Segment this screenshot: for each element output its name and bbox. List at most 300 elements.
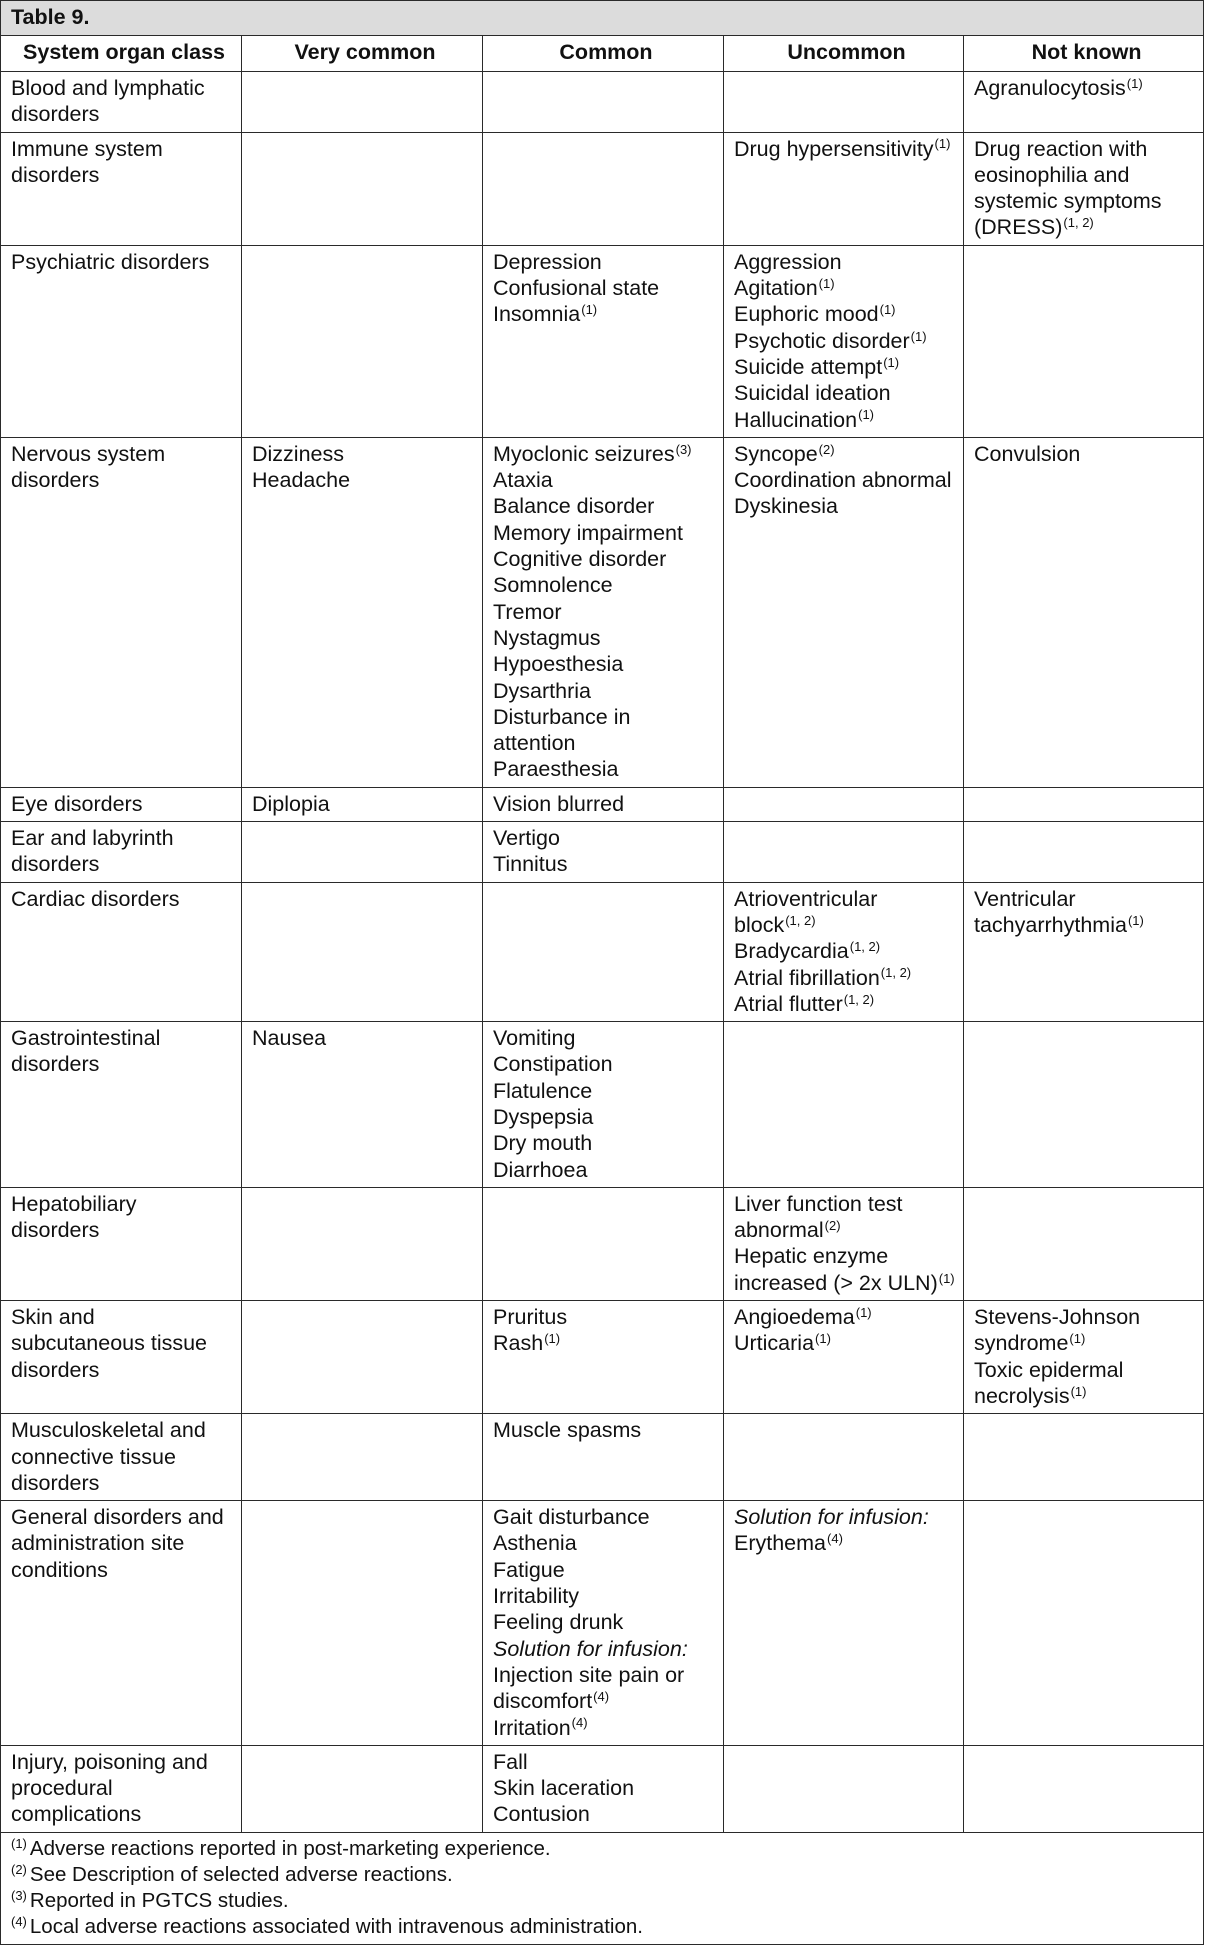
uncommon-cell (724, 1022, 964, 1188)
table-row (1, 132, 1204, 245)
common-cell (483, 132, 724, 245)
reaction-entry (734, 1530, 959, 1556)
not-known-cell (964, 72, 1204, 133)
not-known-cell (964, 1022, 1204, 1188)
reaction-entry (493, 1688, 719, 1714)
reaction-text: Cognitive disorder (493, 547, 667, 572)
reaction-text: Drug hypersensitivity (734, 136, 934, 161)
reaction-text: Injection site pain or (493, 1662, 685, 1687)
not-known-cell (964, 882, 1204, 1021)
reaction-entry (252, 791, 478, 817)
system-organ-class-cell (1, 1187, 242, 1300)
reaction-text: block (734, 912, 785, 937)
table-row (1, 245, 1204, 437)
reaction-entry (974, 188, 1199, 214)
reaction-entry (734, 1217, 959, 1243)
soc-line: disorders (11, 1218, 100, 1243)
footnote-reference: (1) (581, 302, 598, 318)
reaction-text: (DRESS) (974, 215, 1063, 240)
reaction-entry (734, 938, 959, 964)
reaction-text: Hallucination (734, 407, 858, 432)
system-organ-class-cell (1, 822, 242, 883)
reaction-entry (734, 965, 959, 991)
footnote (11, 1862, 1199, 1888)
footnote-reference: (1) (938, 1270, 955, 1286)
reaction-text: Ventricular (974, 886, 1076, 911)
footnote-reference: (1, 2) (843, 991, 875, 1007)
reaction-text: Atrioventricular (734, 886, 878, 911)
reaction-entry (974, 136, 1199, 162)
very-common-cell (242, 245, 483, 437)
reaction-entry (493, 1801, 719, 1827)
reaction-text: Vertigo (493, 826, 560, 851)
soc-line: disorders (11, 1052, 100, 1077)
reaction-text: Tremor (493, 599, 562, 624)
uncommon-cell (724, 1187, 964, 1300)
reaction-entry (493, 1051, 719, 1077)
reaction-text: Depression (493, 249, 602, 274)
footnote-text: See Description of selected adverse reactions. (29, 1862, 453, 1886)
reaction-text: attention (493, 731, 576, 756)
reaction-text: Tinnitus (493, 852, 568, 877)
header-row (1, 36, 1204, 72)
reaction-entry (493, 651, 719, 677)
soc-line: Ear and labyrinth (11, 826, 174, 851)
reaction-text: Pruritus (493, 1305, 568, 1330)
reaction-entry (734, 493, 959, 519)
reaction-text: Memory impairment (493, 520, 683, 545)
soc-line: Skin and (11, 1305, 95, 1330)
reaction-entry (252, 467, 478, 493)
common-cell (483, 245, 724, 437)
reaction-entry (493, 572, 719, 598)
reaction-text: Vision blurred (493, 791, 625, 816)
reaction-text: Bradycardia (734, 939, 849, 964)
table-row (1, 437, 1204, 787)
reaction-text: Vomiting (493, 1026, 576, 1051)
reaction-entry (974, 1304, 1199, 1330)
reaction-text: Flatulence (493, 1078, 593, 1103)
reaction-text: increased (> 2x ULN) (734, 1270, 938, 1295)
reaction-text: Dizziness (252, 441, 344, 466)
system-organ-class-cell (1, 1414, 242, 1501)
not-known-cell (964, 132, 1204, 245)
soc-line: disorders (11, 1470, 100, 1495)
common-cell (483, 1414, 724, 1501)
uncommon-cell (724, 787, 964, 821)
reaction-entry (493, 1104, 719, 1130)
reaction-text: syndrome (974, 1331, 1069, 1356)
reaction-entry (493, 1530, 719, 1556)
reaction-text: Somnolence (493, 573, 613, 598)
reaction-entry (252, 1025, 478, 1051)
very-common-cell (242, 1022, 483, 1188)
reaction-text: Hepatic enzyme (734, 1244, 889, 1269)
soc-line: disorders (11, 1357, 100, 1382)
footnote-reference: (1) (1069, 1331, 1086, 1347)
soc-line: disorders (11, 162, 100, 187)
reaction-text: Constipation (493, 1052, 613, 1077)
footnote-reference: (1) (858, 407, 874, 423)
reaction-entry (493, 1775, 719, 1801)
reaction-entry (974, 214, 1199, 240)
reaction-entry (734, 991, 959, 1017)
common-cell (483, 1301, 724, 1414)
caption-row (1, 1, 1204, 36)
common-cell (483, 822, 724, 883)
system-organ-class-cell (1, 1745, 242, 1832)
footnote-reference: (1) (815, 1331, 831, 1347)
very-common-cell (242, 1501, 483, 1746)
reaction-text: Nystagmus (493, 625, 601, 650)
footnotes-row (1, 1832, 1204, 1944)
reaction-entry (252, 441, 478, 467)
footnote-reference: (4) (827, 1531, 843, 1547)
table-row (1, 1301, 1204, 1414)
reaction-entry (974, 75, 1199, 101)
soc-line: Cardiac disorders (11, 886, 180, 911)
reaction-entry (493, 546, 719, 572)
footnote-reference: (1) (1127, 912, 1144, 928)
soc-line: subcutaneous tissue (11, 1331, 208, 1356)
not-known-cell (964, 787, 1204, 821)
reaction-text: Ataxia (493, 468, 553, 493)
reaction-text: Toxic epidermal (974, 1357, 1124, 1382)
header-common: Common (483, 36, 724, 72)
footnote-mark: (4) (11, 1913, 27, 1929)
reaction-entry (734, 1504, 959, 1530)
uncommon-cell (724, 822, 964, 883)
reaction-entry (734, 407, 959, 433)
soc-line: Blood and lymphatic (11, 76, 205, 100)
soc-line: Musculoskeletal and (11, 1418, 206, 1443)
reaction-text: Irritability (493, 1584, 580, 1609)
system-organ-class-cell (1, 72, 242, 133)
table-row (1, 1187, 1204, 1300)
reaction-entry (974, 886, 1199, 912)
reaction-text: Psychotic disorder (734, 328, 910, 353)
footnote-reference: (1) (1126, 75, 1143, 91)
common-cell (483, 72, 724, 133)
reaction-text: Dysarthria (493, 678, 591, 703)
reaction-text: Erythema (734, 1531, 827, 1556)
header-not-known: Not known (964, 36, 1204, 72)
reaction-entry (974, 1357, 1199, 1383)
table-caption: Table 9. (1, 1, 1204, 36)
reaction-text: Stevens-Johnson (974, 1305, 1141, 1330)
reaction-entry (493, 730, 719, 756)
reaction-text: systemic symptoms (974, 189, 1162, 214)
common-cell (483, 787, 724, 821)
reaction-entry (493, 599, 719, 625)
common-cell (483, 1745, 724, 1832)
reaction-entry (493, 1504, 719, 1530)
reaction-text: Suicide attempt (734, 354, 883, 379)
reaction-text: Asthenia (493, 1531, 577, 1556)
very-common-cell (242, 787, 483, 821)
footnote-reference: (1) (855, 1304, 872, 1320)
reaction-text: Confusional state (493, 276, 660, 301)
footnote-reference: (3) (675, 441, 692, 457)
soc-line: disorders (11, 102, 100, 127)
reaction-text: Diplopia (252, 791, 330, 816)
footnote-reference: (1, 2) (849, 939, 881, 955)
reaction-entry (734, 275, 959, 301)
reaction-entry (493, 1609, 719, 1635)
reaction-entry (734, 1270, 959, 1296)
system-organ-class-cell (1, 1501, 242, 1746)
reaction-text: Rash (493, 1331, 544, 1356)
not-known-cell (964, 1745, 1204, 1832)
footnotes-cell (1, 1832, 1204, 1944)
reaction-entry (734, 1191, 959, 1217)
not-known-cell (964, 437, 1204, 787)
reaction-text: Balance disorder (493, 494, 655, 519)
system-organ-class-cell (1, 245, 242, 437)
reaction-entry (493, 467, 719, 493)
reaction-text: Diarrhoea (493, 1157, 588, 1182)
not-known-cell (964, 245, 1204, 437)
system-organ-class-cell (1, 437, 242, 787)
reaction-text: eosinophilia and (974, 162, 1130, 187)
soc-line: administration site (11, 1531, 185, 1556)
reaction-entry (493, 301, 719, 327)
reaction-entry (493, 249, 719, 275)
table-row (1, 1501, 1204, 1746)
reaction-text: Nausea (252, 1026, 327, 1051)
reaction-text: Solution for infusion: (493, 1636, 688, 1661)
soc-line: Immune system (11, 136, 163, 161)
reaction-entry (493, 520, 719, 546)
reaction-entry (734, 354, 959, 380)
system-organ-class-cell (1, 132, 242, 245)
table-row (1, 882, 1204, 1021)
not-known-cell (964, 1187, 1204, 1300)
common-cell (483, 437, 724, 787)
reaction-entry (734, 886, 959, 912)
header-system-organ-class: System organ class (1, 36, 242, 72)
reaction-text: Dyspepsia (493, 1104, 594, 1129)
footnote-reference: (1, 2) (880, 965, 912, 981)
reaction-text: Drug reaction with (974, 136, 1148, 161)
reaction-entry (734, 1243, 959, 1269)
uncommon-cell (724, 1301, 964, 1414)
reaction-text: Muscle spasms (493, 1418, 642, 1443)
system-organ-class-cell (1, 1022, 242, 1188)
reaction-text: Paraesthesia (493, 757, 619, 782)
soc-line: Hepatobiliary (11, 1191, 137, 1216)
reaction-text: Insomnia (493, 302, 581, 327)
very-common-cell (242, 132, 483, 245)
reaction-entry (734, 380, 959, 406)
reaction-entry (734, 467, 959, 493)
footnote-reference: (4) (593, 1689, 610, 1705)
reaction-text: Solution for infusion: (734, 1505, 929, 1530)
reaction-text: Euphoric mood (734, 302, 879, 327)
reaction-text: Dry mouth (493, 1131, 593, 1156)
reaction-text: Coordination abnormal (734, 468, 952, 493)
reaction-text: Fall (493, 1749, 528, 1774)
uncommon-cell (724, 882, 964, 1021)
reaction-entry (493, 1130, 719, 1156)
reaction-entry (734, 328, 959, 354)
reaction-entry (974, 162, 1199, 188)
footnote-reference: (1) (883, 354, 900, 370)
reaction-entry (493, 1715, 719, 1741)
header-very-common: Very common (242, 36, 483, 72)
footnote-reference: (1) (818, 275, 835, 291)
reaction-text: Hypoesthesia (493, 652, 624, 677)
footnote-reference: (2) (824, 1218, 841, 1234)
reaction-entry (493, 1157, 719, 1183)
very-common-cell (242, 1414, 483, 1501)
soc-line: procedural (11, 1776, 113, 1801)
reaction-text: Atrial flutter (734, 991, 843, 1016)
footnote-reference: (1) (879, 302, 896, 318)
reaction-entry (493, 851, 719, 877)
not-known-cell (964, 1414, 1204, 1501)
reaction-text: Fatigue (493, 1557, 565, 1582)
very-common-cell (242, 882, 483, 1021)
reaction-entry (493, 441, 719, 467)
uncommon-cell (724, 1414, 964, 1501)
soc-line: complications (11, 1802, 142, 1827)
very-common-cell (242, 1745, 483, 1832)
footnote-reference: (2) (818, 441, 835, 457)
footnote-mark: (1) (11, 1835, 27, 1851)
reaction-entry (493, 1025, 719, 1051)
footnote-mark: (2) (11, 1861, 27, 1877)
common-cell (483, 1501, 724, 1746)
reaction-text: Aggression (734, 249, 842, 274)
footnote-reference: (1) (1070, 1383, 1087, 1399)
uncommon-cell (724, 132, 964, 245)
footnote-text: Adverse reactions reported in post-marketing experience. (29, 1836, 551, 1860)
reaction-text: abnormal (734, 1218, 824, 1243)
reaction-text: Headache (252, 468, 351, 493)
reaction-entry (493, 625, 719, 651)
reaction-text: Liver function test (734, 1191, 903, 1216)
very-common-cell (242, 822, 483, 883)
reaction-entry (974, 912, 1199, 938)
reaction-entry (493, 756, 719, 782)
system-organ-class-cell (1, 882, 242, 1021)
soc-line: General disorders and (11, 1505, 224, 1530)
reaction-entry (493, 1078, 719, 1104)
reaction-entry (493, 1417, 719, 1443)
reaction-entry (493, 678, 719, 704)
table-row (1, 72, 1204, 133)
reaction-text: Disturbance in (493, 704, 631, 729)
very-common-cell (242, 1301, 483, 1414)
reaction-text: necrolysis (974, 1383, 1070, 1408)
not-known-cell (964, 1301, 1204, 1414)
reaction-entry (493, 1662, 719, 1688)
reaction-text: Contusion (493, 1802, 590, 1827)
reaction-entry (493, 1304, 719, 1330)
table-row (1, 822, 1204, 883)
soc-line: disorders (11, 468, 100, 493)
footnote-text: Local adverse reactions associated with intravenous administration. (29, 1914, 643, 1938)
reaction-text: Irritation (493, 1715, 571, 1740)
footnote-reference: (1) (544, 1331, 561, 1347)
reaction-text: Syncope (734, 441, 818, 466)
footnote-reference: (4) (571, 1715, 588, 1731)
reaction-text: tachyarrhythmia (974, 912, 1127, 937)
reaction-entry (493, 1583, 719, 1609)
soc-line: disorders (11, 852, 100, 877)
footnote-text: Reported in PGTCS studies. (29, 1888, 289, 1912)
reaction-entry (734, 136, 959, 162)
soc-line: Gastrointestinal (11, 1026, 161, 1051)
reaction-entry (734, 301, 959, 327)
reaction-text: Gait disturbance (493, 1505, 650, 1530)
table-row (1, 1745, 1204, 1832)
footnote-mark: (3) (11, 1887, 27, 1903)
soc-line: Injury, poisoning and (11, 1749, 208, 1774)
reaction-entry (493, 1330, 719, 1356)
reaction-entry (493, 1557, 719, 1583)
reaction-entry (493, 704, 719, 730)
reaction-text: Atrial fibrillation (734, 965, 880, 990)
reaction-entry (974, 441, 1199, 467)
reaction-entry (734, 912, 959, 938)
reaction-entry (734, 249, 959, 275)
reaction-text: Myoclonic seizures (493, 441, 675, 466)
uncommon-cell (724, 72, 964, 133)
table-row (1, 787, 1204, 821)
soc-line: Eye disorders (11, 791, 143, 816)
footnote-reference: (1, 2) (1063, 215, 1094, 231)
soc-line: Nervous system (11, 441, 166, 466)
system-organ-class-cell (1, 787, 242, 821)
very-common-cell (242, 72, 483, 133)
not-known-cell (964, 822, 1204, 883)
reaction-entry (734, 1304, 959, 1330)
uncommon-cell (724, 437, 964, 787)
common-cell (483, 1022, 724, 1188)
soc-line: connective tissue (11, 1444, 176, 1469)
uncommon-cell (724, 1501, 964, 1746)
reaction-text: Suicidal ideation (734, 381, 891, 406)
table-row (1, 1414, 1204, 1501)
reaction-text: Angioedema (734, 1305, 855, 1330)
very-common-cell (242, 437, 483, 787)
reaction-entry (493, 1636, 719, 1662)
reaction-text: Agitation (734, 276, 818, 301)
reaction-text: Feeling drunk (493, 1610, 624, 1635)
footnote-reference: (1) (910, 328, 927, 344)
reaction-entry (734, 441, 959, 467)
reaction-text: Urticaria (734, 1331, 815, 1356)
reaction-text: Skin laceration (493, 1776, 635, 1801)
uncommon-cell (724, 245, 964, 437)
uncommon-cell (724, 1745, 964, 1832)
footnote-reference: (1, 2) (785, 912, 816, 928)
soc-line: Psychiatric disorders (11, 249, 210, 274)
reaction-entry (974, 1383, 1199, 1409)
reaction-entry (493, 493, 719, 519)
header-uncommon: Uncommon (724, 36, 964, 72)
common-cell (483, 882, 724, 1021)
table-row (1, 1022, 1204, 1188)
reaction-entry (493, 825, 719, 851)
reaction-entry (974, 1330, 1199, 1356)
reaction-entry (493, 791, 719, 817)
footnote-reference: (1) (934, 136, 951, 152)
footnote (11, 1836, 1199, 1862)
reaction-entry (493, 275, 719, 301)
